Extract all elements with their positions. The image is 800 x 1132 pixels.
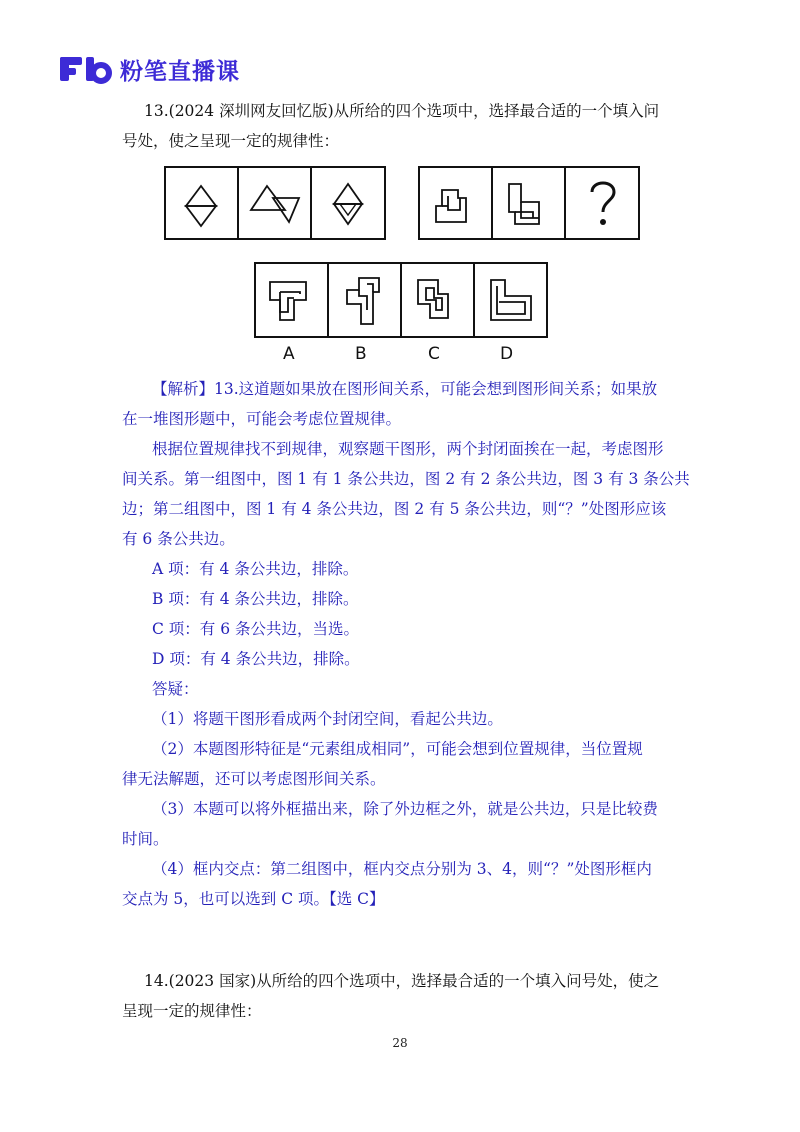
figure-2-1 [418,166,493,240]
analysis-dayi: 答疑： [152,680,199,698]
polygon-shape-1 [420,168,491,238]
option-c-figure[interactable] [400,262,475,338]
option-a-figure[interactable] [254,262,329,338]
page-number: 28 [392,1036,408,1050]
option-b-shape [329,264,400,336]
analysis-note-3a: （3）本题可以将外框描出来，除了外边框之外，就是公共边，只是比较费 [152,800,658,818]
analysis-note-2b: 律无法解题，还可以考虑图形间关系。 [122,770,386,788]
analysis-note-4a: （4）框内交点：第二组图中，框内交点分别为 3、4，则“？”处图形框内 [152,860,652,878]
analysis-note-3b: 时间。 [122,830,169,848]
question-13-line1: 13.(2024 深圳网友回忆版)从所给的四个选项中，选择最合适的一个填入问 [144,102,660,120]
analysis-p2a: 根据位置规律找不到规律，观察题干图形，两个封闭面挨在一起，考虑图形 [152,440,664,458]
triangles-shape-3 [312,168,384,238]
analysis-p2b: 间关系。第一组图中，图 1 有 1 条公共边，图 2 有 2 条公共边，图 3 有 3 条公共 [122,470,690,488]
fb-logo-icon [58,54,112,84]
triangles-shape-1 [166,168,237,238]
option-b-label[interactable]: B [355,344,367,364]
question-mark-icon [566,168,638,238]
figure-2-question [564,166,640,240]
figure-1-1 [164,166,239,240]
analysis-option-a: A 项：有 4 条公共边，排除。 [152,560,359,578]
analysis-note-2a: （2）本题图形特征是“元素组成相同”，可能会想到位置规律，当位置规 [152,740,643,758]
polygon-shape-2 [493,168,564,238]
figure-1-2 [237,166,312,240]
option-b-figure[interactable] [327,262,402,338]
analysis-note-1: （1）将题干图形看成两个封闭空间，看起公共边。 [152,710,503,728]
option-d-figure[interactable] [473,262,548,338]
option-d-label[interactable]: D [500,344,514,364]
analysis-p2c: 边；第二组图中，图 1 有 4 条公共边，图 2 有 5 条公共边，则“？”处图形应该 [122,500,667,518]
question-14-line2: 呈现一定的规律性： [122,1002,262,1020]
brand-name: 粉笔直播课 [120,58,240,85]
analysis-note-4b: 交点为 5，也可以选到 C 项。【选 C】 [122,890,385,908]
figure-2-2 [491,166,566,240]
option-d-shape [475,264,546,336]
analysis-p1b: 在一堆图形题中，可能会考虑位置规律。 [122,410,402,428]
analysis-section [122,374,694,914]
question-13-line2: 号处，使之呈现一定的规律性： [122,132,340,150]
triangles-shape-2 [239,168,310,238]
option-c-shape [402,264,473,336]
analysis-p2d: 有 6 条公共边。 [122,530,235,548]
brand-logo [58,52,240,86]
analysis-option-c: C 项：有 6 条公共边，当选。 [152,620,360,638]
question-14-line1: 14.(2023 国家)从所给的四个选项中，选择最合适的一个填入问号处，使之 [144,972,660,990]
option-a-label[interactable]: A [283,344,295,364]
question-13 [122,96,692,156]
figure-1-3 [310,166,386,240]
option-c-label[interactable]: C [428,344,440,364]
figure-group-2 [418,166,640,240]
analysis-p1a: 【解析】13.这道题如果放在图形间关系，可能会想到图形间关系；如果放 [152,380,658,398]
option-a-shape [256,264,327,336]
figure-group-1 [164,166,386,240]
question-14 [122,966,692,1026]
analysis-option-b: B 项：有 4 条公共边，排除。 [152,590,359,608]
analysis-option-d: D 项：有 4 条公共边，排除。 [152,650,360,668]
options-group [254,262,548,338]
